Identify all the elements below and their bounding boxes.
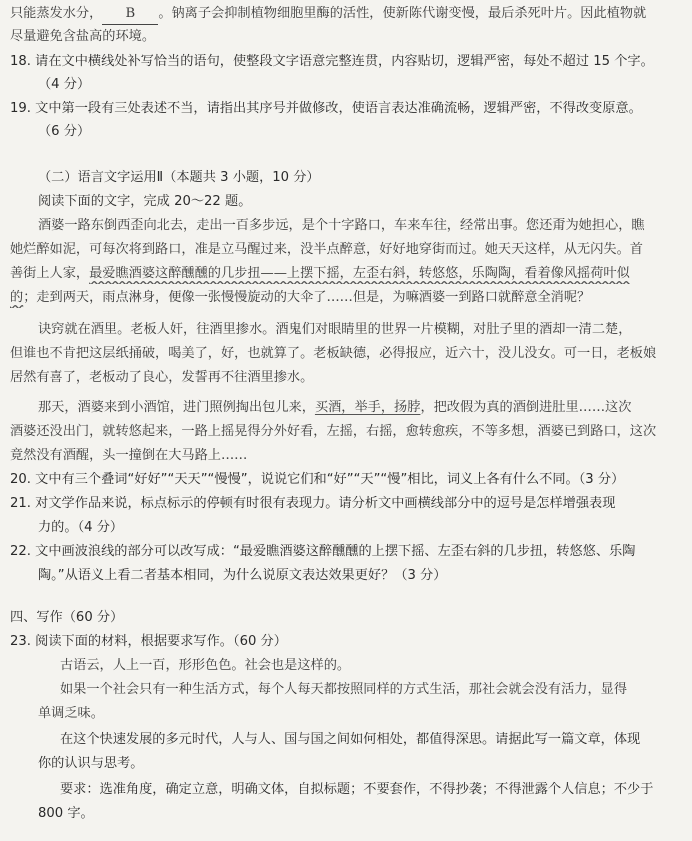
passage-p1-line-2: 她烂醉如泥，可每次将到路口，准是立马醒过来，没半点醉意，好好地穿街而过。她天天这样，从无闪失。首 xyxy=(10,242,643,257)
passage-p3-text-end: ，把改假为真的酒倒进肚里……这次 xyxy=(420,400,632,415)
passage-p3-text: 那天，酒婆来到小酒馆，进门照例掏出包儿来， xyxy=(38,400,315,415)
passage-p2-line-3: 居然有喜了，老板动了良心，发誓再不往酒里掺水。 xyxy=(10,370,314,385)
passage-p2-line-1: 诀窍就在酒里。老板人奸，往酒里掺水。酒鬼们对眼睛里的世界一片模糊，对肚子里的酒却一清二楚， xyxy=(38,322,632,337)
underlined-text: 买酒，举手，扬脖 xyxy=(314,400,421,415)
passage-p1-text-end: ；走到两天，雨点淋身，便像一张慢慢旋动的大伞了……但是，为嘛酒婆一到路口就醉意全消呢？ xyxy=(23,290,591,305)
top-text-2: 。钠离子会抑制植物细胞里酶的活性，使新陈代谢变慢，最后杀死叶片。因此植物就 xyxy=(158,6,647,21)
question-20: 20. 文中有三个叠词“好好”“天天”“慢慢”，说说它们和“好”“天”“慢”相比，词义上各有什么不同。（3 分） xyxy=(10,472,625,487)
material-line-3: 单调乏味。 xyxy=(38,706,104,721)
question-23: 23. 阅读下面的材料，根据要求写作。（60 分） xyxy=(10,634,287,649)
section-4-heading: 四、写作（60 分） xyxy=(10,610,124,625)
passage-p1-line-4 xyxy=(10,288,684,308)
passage-p3-line-1 xyxy=(38,398,684,418)
question-19-line-2: （6 分） xyxy=(38,124,91,139)
wavy-underlined-text: 最爱瞧酒婆这醉醺醺的几步扭——上摆下摇，左歪右斜，转悠悠，乐陶陶，看着像风摇荷叶似 xyxy=(89,266,630,281)
material-line-4: 在这个快速发展的多元时代，人与人、国与国之间如何相处，都值得深思。请据此写一篇文章，体现 xyxy=(60,732,641,747)
passage-p3-line-2: 酒婆还没出门，就转悠起来，一路上摇晃得分外好看，左摇，右摇，愈转愈疾，不等多想，酒婆已到路口，这次 xyxy=(10,424,657,439)
question-18-line-1: 18. 请在文中横线处补写恰当的语句，使整段文字语意完整连贯，内容贴切，逻辑严密，每处不超过 15 个字。 xyxy=(10,54,654,69)
passage-p1-text: 善街上人家， xyxy=(10,266,90,281)
question-18-line-2: （4 分） xyxy=(38,77,91,92)
passage-p1-line-1: 酒婆一路东倒西歪向北去，走出一百多步远，是个十字路口，车来车往，经常出事。您还甭为她担心，瞧 xyxy=(38,218,645,233)
passage-p3-line-3: 竟然没有酒醒，头一撞倒在大马路上…… xyxy=(10,448,248,463)
question-19-line-1: 19. 文中第一段有三处表述不当，请指出其序号并做修改，使语言表达准确流畅，逻辑严密，不得改变原意。 xyxy=(10,101,642,116)
wavy-underlined-text-end: 的 xyxy=(10,290,24,305)
answer-blank: B xyxy=(102,4,158,25)
material-line-1: 古语云，人上一百，形形色色。社会也是这样的。 xyxy=(60,658,351,673)
material-line-5: 你的认识与思考。 xyxy=(38,756,144,771)
question-22-line-1: 22. 文中画波浪线的部分可以改写成：“最爱瞧酒婆这醉醺醺的上摆下摇、左歪右斜的几步扭，转悠悠、乐陶 xyxy=(10,544,636,559)
section-2-intro: 阅读下面的文字，完成 20～22 题。 xyxy=(38,194,252,209)
top-line-2: 尽量避免含盐高的环境。 xyxy=(10,29,156,44)
material-line-2: 如果一个社会只有一种生活方式，每个人每天都按照同样的方式生活，那社会就会没有活力，显得 xyxy=(60,682,628,697)
question-21-line-1: 21. 对文学作品来说，标点标示的停顿有时很有表现力。请分析文中画横线部分中的逗号是怎样增强表现 xyxy=(10,496,616,511)
passage-p2-line-2: 但谁也不肯把这层纸捅破，喝美了，好，也就算了。老板缺德，必得报应，近六十，没儿没女。可一日，老板娘 xyxy=(10,346,657,361)
requirements-line-1: 要求：选准角度，确定立意，明确文体，自拟标题；不要套作，不得抄袭；不得泄露个人信息；不少于 xyxy=(60,782,654,797)
top-line-1 xyxy=(10,4,684,25)
requirements-line-2: 800 字。 xyxy=(38,806,94,821)
top-text-1: 只能蒸发水分， xyxy=(10,6,103,21)
section-2-heading: （二）语言文字运用Ⅱ（本题共 3 小题，10 分） xyxy=(38,170,320,185)
passage-p1-line-3 xyxy=(10,264,684,284)
question-22-line-2: 陶。”从语义上看二者基本相同，为什么说原文表达效果更好？（3 分） xyxy=(38,568,447,583)
question-21-line-2: 力的。（4 分） xyxy=(38,520,124,535)
